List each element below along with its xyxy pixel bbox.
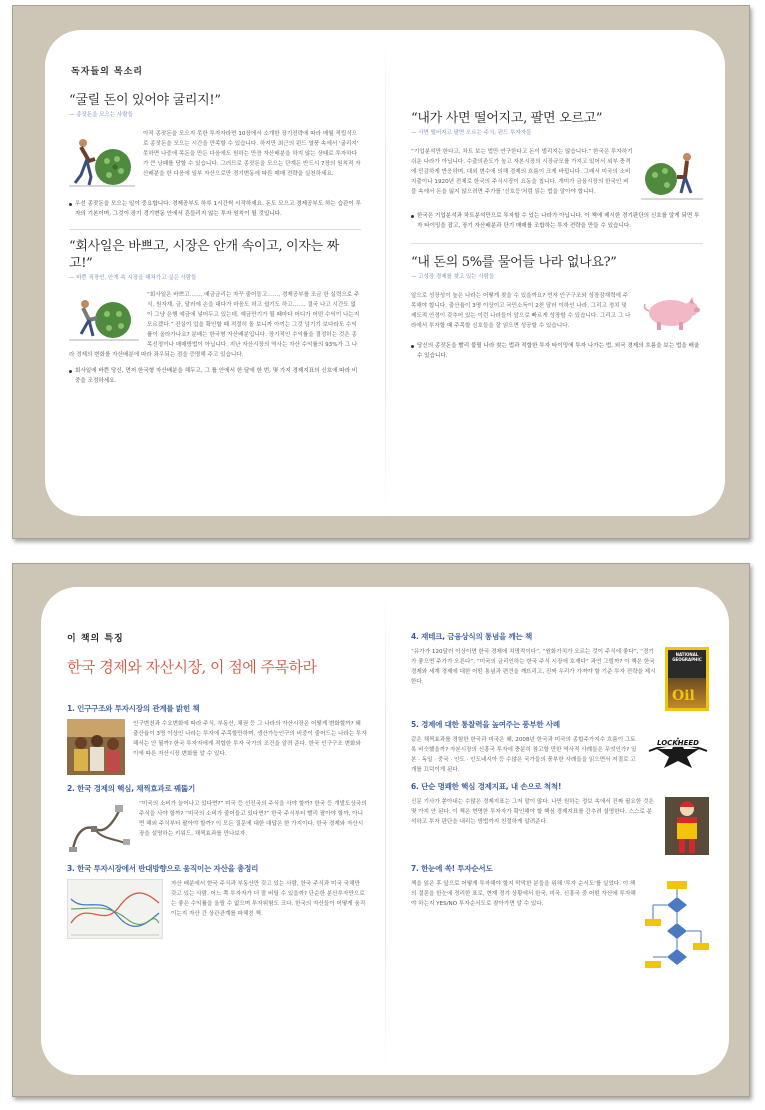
- quote-4-note: 당신의 종잣돈을 빨리 불릴 나라 찾는 법과 적합한 투자 타이밍에 투자 나가는 법, 외국 경제의 흐름을 보는 법을 배울 수 있습니다.: [411, 341, 703, 361]
- right-column-top: [411, 110, 703, 361]
- man-with-money-ball-illustration: [641, 147, 703, 203]
- feature-item-4: [411, 631, 709, 713]
- quote-1-note: 우선 종잣돈을 모으는 일이 중요합니다. 경제공부도 하루 1시간씩 시작하세요. 돈도 모으고 경제공부도 하는 습관이 투자의 기본이며, 그것이 장기 경기변동 안에서 흔들리지 않는 투자 원칙이 될 것입니다.: [69, 199, 361, 219]
- quote-3-body: “기업분석만 한다고, 차트 보는 법만 연구한다고 돈이 벌리지는 않습니다.” 한국은 투자하기 쉬운 나라가 아닙니다. 수출의존도가 높고 자본시장의 시장규모를 가지고 있어서 외부 충격에 민감하게 반응하며, 대외 변수에 의해 경제의 흐름이 크게 바뀝니다. 그래서 미국의 소비지출이나 1920년 전체로 한국의 주식시장이 요동을 칩니다. 개미가 금융시장의 한국인 버블 속에서 돈을 잃지 않으려면 주가를 '신호등'처럼 읽는 법을 알아야 합니다.: [411, 149, 633, 195]
- divider: [69, 229, 361, 230]
- quote-2-subtitle: — 바쁜 직장인, 안개 속 시장을 헤쳐가고 싶은 사람들: [69, 275, 197, 281]
- quote-1-subtitle: — 종잣돈을 모으는 사람들: [69, 112, 133, 118]
- feature-item-5: [411, 719, 709, 775]
- quote-block-3: [411, 110, 703, 231]
- feature-3-title: 3. 한국 투자시장에서 반대방향으로 움직이는 자산을 총정리: [67, 864, 259, 873]
- feature-6-body: 신문 기사가 쏟아내는 수많은 경제지표는 그저 말이 많다. 나만 원하는 정보 속에서 진짜 필요한 것은 몇 가지 안 된다. 이 책은 현명한 투자자가 확인해야 할 핵심 경제지표를 간추려 설명한다. 스스로 분석하고 투자 판단을 내리는 방법까지 친절하게 알려준다.: [411, 799, 654, 825]
- quote-2-note: 회사일에 바쁜 당신, 먼저 한국형 자산배분을 해두고, 그 틀 안에서 한 달에 한 번, 몇 가지 경제지표의 신호에 따라 비중을 조정하세요.: [69, 366, 361, 386]
- quote-3-note: 한국은 기업분석과 차트분석만으로 투자할 수 있는 나라가 아닙니다. 이 책에 제시한 경기판단의 신호를 알게 되면 투자 타이밍을 잡고, 장기 자산배분과 단기 매매를 조합하는 투자 전략을 만들 수 있습니다.: [411, 211, 703, 231]
- feature-2-body: “미국의 소비가 늘어나고 있다면?” 미국 등 선진국의 주식을 사야 할까? 한국 등 개발도상국의 주식을 사야 할까? “미국의 소비가 줄어들고 있다면?” 한국 주식부터 빨리 팔아야 할까, 아니면 해외 주식부터 팔아야 할까? 이 모든 질문에 대한 대답은 한 가지이다. 한국 경제와 자산시장을 설명하는 키워드, 채찍효과를 만나보자.: [139, 801, 367, 837]
- quote-3-subtitle: — 사면 떨어지고 팔면 오르는 주식, 펀드 투자자들: [411, 130, 532, 136]
- bottom-page-spread: [12, 563, 750, 1097]
- top-page-spread: [12, 5, 750, 539]
- section-label-readers-voice: 독자들의 목소리: [71, 67, 143, 77]
- page-gutter: [385, 587, 386, 1075]
- feature-7-body: 책을 읽은 후 앞으로 어떻게 투자해야 할지 막막한 분들을 위해 '투자 순서도'를 실었다. 이 책의 결론을 한눈에 정리한 표로, 현재 경기 상황에서 한국, 미국, 신흥국 중 어떤 자산에 투자해야 하는지 YES/NO 투자순서도로 찾아가면 알 수 있다.: [411, 881, 636, 907]
- feature-item-3: [67, 863, 367, 941]
- quote-2-title: “회사일은 바쁘고, 시장은 안개 속이고, 이자는 짜고!”: [69, 239, 339, 271]
- quote-3-title: “내가 사면 떨어지고, 팔면 오르고”: [411, 111, 603, 126]
- lockheed-logo-text: LOCKHEED: [647, 739, 709, 747]
- feature-4-body: “유가가 120달러 이상이면 한국 경제에 치명적이다”, “원화가치가 오르는 것이 주식에 좋다”, “경기가 좋으면 주가가 오른다”, “미국의 금리인하는 한국 주식 시장에 호재다” 과연 그럴까? 이 책은 한국 경제와 세계 경제에 대한 어떤 통념과 편견을 깨뜨리고, 진짜 우리가 가져야 할 기준 투자 전략을 제시한다.: [411, 649, 656, 685]
- lockheed-logo: [647, 735, 709, 769]
- quote-1-body: 아직 종잣돈을 모으지 못한 투자자라면 10장에서 소개한 장기전략에 따라 매월 적립식으로 종잣돈을 모으는 시간을 만족할 수 있습니다. 하지만 최근의 펀드 열풍 속에서 '굴리지' 못하면 나중에 목돈을 만든 다음에도 원하는 만큼 자산배분을 하지 않는 상태로 투자하다가 큰 낭패를 당할 수 있습니다. 그러므로 종잣돈을 모으는 단계든 반드시 7장의 원칙적 자산배분을 한 다음에 일부 자산으로만 경기변동에 따른 매매 전략을 실천하세요.: [143, 131, 361, 177]
- divider: [411, 243, 703, 244]
- quote-block-2: [69, 238, 361, 386]
- quote-block-4: [411, 254, 703, 361]
- feature-1-title: 1. 인구구조와 투자시장의 관계를 밝힌 책: [67, 704, 200, 713]
- man-pushing-money-ball-illustration: [69, 290, 139, 344]
- features-title: 한국 경제와 자산시장, 이 점에 주목하라: [67, 658, 317, 676]
- page-gutter: [385, 30, 386, 516]
- left-column-bottom: [67, 631, 367, 947]
- feature-item-2: [67, 783, 367, 857]
- feature-7-title: 7. 한눈에 쏙! 투자순서도: [411, 864, 493, 873]
- feature-6-title: 6. 단순 명쾌한 핵심 경제지표, 내 손으로 척척!: [411, 782, 562, 791]
- quote-4-subtitle: — 고성장 경제를 찾고 있는 사람들: [411, 274, 495, 280]
- feature-2-title: 2. 한국 경제의 핵심, 채찍효과로 꿰뚫기: [67, 784, 196, 793]
- quote-block-1: [69, 92, 361, 219]
- quote-1-title: “굴릴 돈이 있어야 굴리지!”: [69, 93, 221, 108]
- feature-5-title: 5. 경제에 대한 통찰력을 높여주는 풍부한 사례: [411, 720, 560, 729]
- magazine-cover-word: Oil: [672, 688, 695, 704]
- national-geographic-magazine-cover: [665, 647, 709, 711]
- left-column-top: [69, 92, 361, 386]
- right-column-bottom: [411, 631, 709, 979]
- top-spread-card: [45, 30, 725, 516]
- mascot-photo: [665, 797, 709, 855]
- quote-4-title: “내 돈의 5%를 물어들 나라 없나요?”: [411, 255, 617, 270]
- feature-1-body: 인구변천과 수요변화에 따라 주식, 부동산, 채권 등 그 나라의 자산시장은 어떻게 변화할까? 왜 출산율이 3명 이상인 나라는 투자에 주목할만하며, 생산가능인구의 비중이 줄어드는 나라는 투자해서는 안 될까? 한국 투자자에게 적합한 투자 국가의 조건을 알려 준다. 한국 인구구조 변화와 이에 따른 자산시장 변화를 알 수 있다.: [133, 721, 367, 757]
- children-photo: [67, 719, 125, 775]
- section-label-book-features: 이 책의 특징: [67, 634, 124, 644]
- feature-4-title: 4. 재테크, 금융상식의 통념을 깨는 책: [411, 632, 533, 641]
- piggy-illustration: [639, 291, 703, 333]
- quote-4-body: 앞으로 성장성이 높은 나라는 어떻게 찾을 수 있을까요? 먼저 인구구조와 성장잠재력에 주목해야 합니다. 출산율이 3명 이상이고 국민소득이 2천 달러 이하인 나라, 그리고 정치 및 제도적 안정이 갖추어 있는 이런 나라들이 앞으로 빠르게 성장할 수 있습니다. 그리고 그 나라에서 투자할 때 주목할 신호들을 잘 읽으면 성공할 수 있습니다.: [411, 293, 631, 329]
- feature-5-body: 같은 채찍효과를 경험한 한국과 미국은 왜, 2008년 한국과 미국의 종합주가지수 흐름이 그토록 비슷했을까? 자본시장의 신흥국 투자에 충분히 참고할 만한 역사적 사례들은 무엇인가? 일본 · 독일 · 중국 · 인도 · 인도네시아 등 수많은 국가들의 풍부한 사례들을 읽으면서 저절로 고개를 끄덕이게 된다.: [411, 737, 637, 773]
- quote-2-body: “회사일은 바쁘고……, 예금금리는 자꾸 줄어들고……, 경제공부를 조금 한 실력으로 주식, 원자재, 금, 달러에 손을 대다가 마음도 허고 쉽기도 하고……. 결국 나고 시간도 없이 그냥 은행 예금에 넣어두고 있는데, 예금만기가 될 때마다 어디가 어떤 수익이 나는지 모르겠다.” 진실이 업을 확인할 때 적절히 돌 보니까 아끼는 그것 넘기기 보다라도 수익률이 올라가나요? 분배는 한국형 자산배분입니다. 장기적인 수익률을 결정하는 것은 종목선정이나 매매방법이 아닙니다. 지난 자산시장의 역사는 자산 수익률의 93%가 그 나라 경제의 변화를 자산배분에 따라 좌우되는 점을 증명해 주고 있습니다.: [69, 292, 360, 358]
- magazine-brand: NATIONAL GEOGRAPHIC: [672, 652, 702, 662]
- investment-flowchart-graphic: [645, 879, 709, 971]
- cable-illustration: [67, 799, 131, 855]
- bottom-spread-card: [41, 587, 729, 1075]
- feature-3-body: 자산 배분에서 한국 주식과 부동산만 갖고 있는 사람, 한국 주식과 미국 국채만 갖고 있는 사람. 어느 쪽 투자자가 더 잘 버틸 수 있을까? 단순한 분산투자만으로는 좋은 수익률을 올릴 수 없으며 투자위험도 크다. 한국의 자산들이 어떻게 움직이는지 자산 간 상관관계를 파헤친 책.: [171, 881, 366, 917]
- feature-item-6: [411, 781, 709, 857]
- asset-flow-chart-graphic: [67, 879, 163, 939]
- feature-item-1: [67, 703, 367, 777]
- man-rolling-money-ball-illustration: [69, 131, 135, 191]
- feature-item-7: [411, 863, 709, 973]
